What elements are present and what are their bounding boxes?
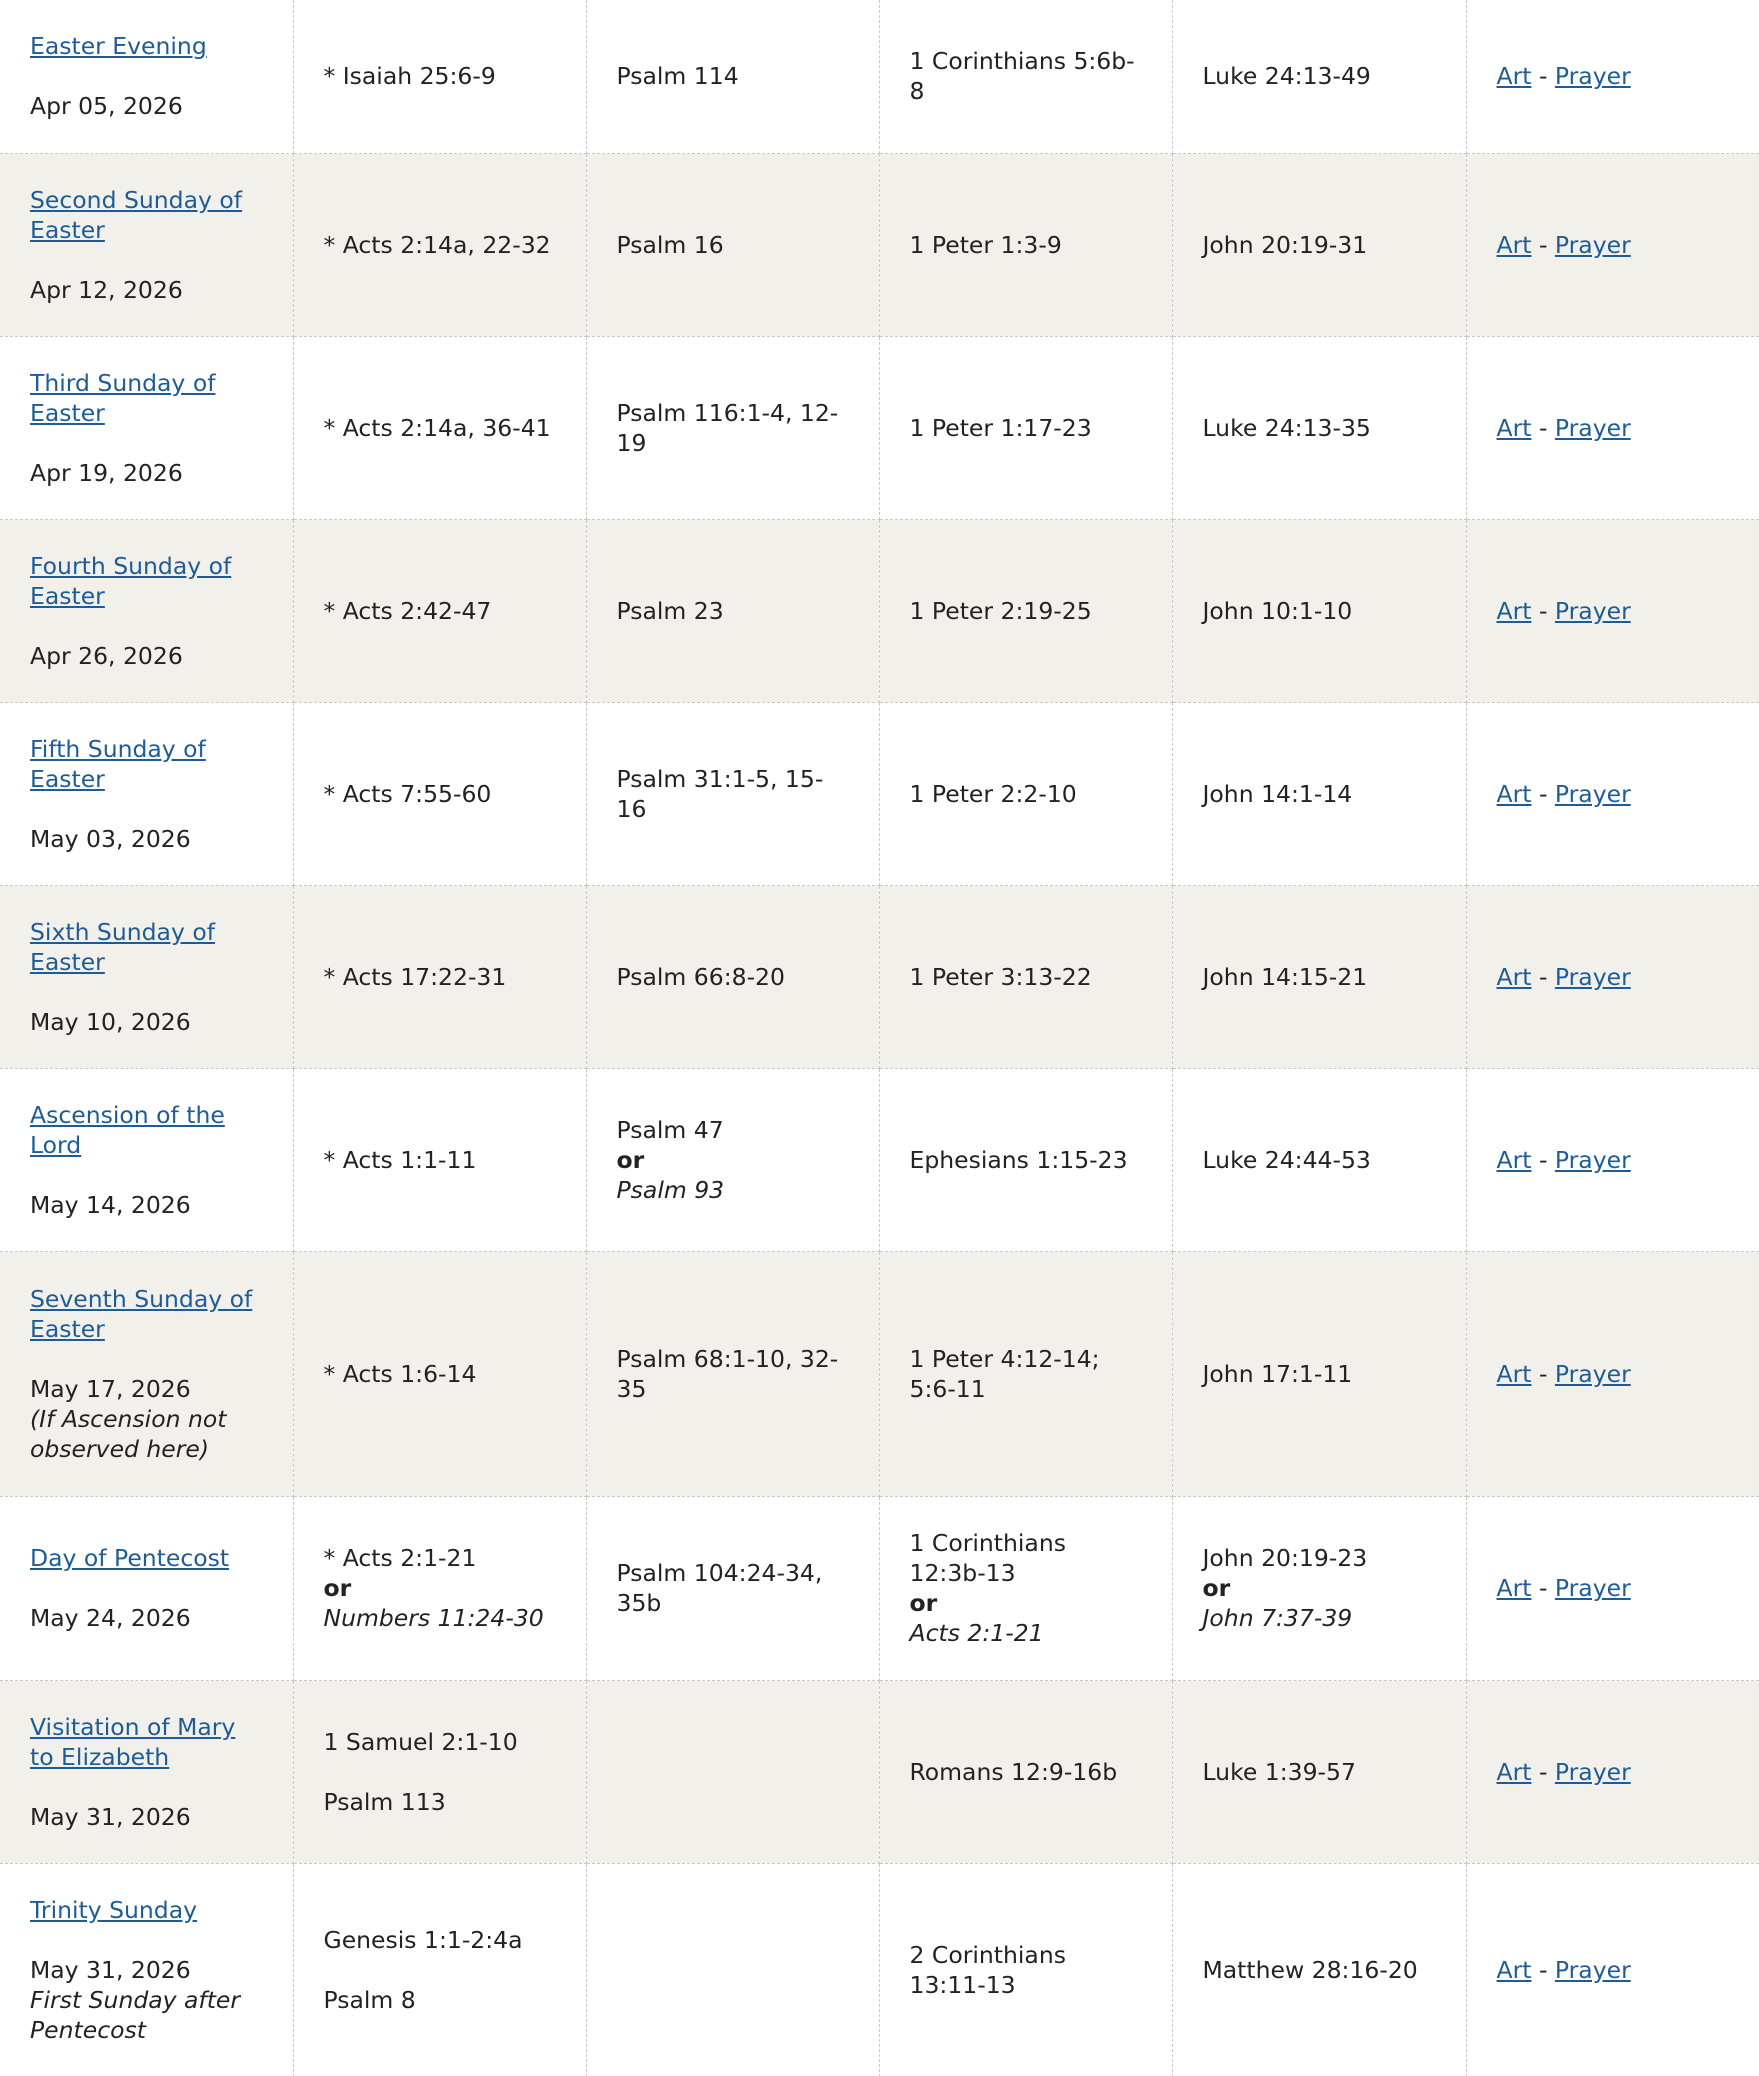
psalm-cell — [586, 1680, 879, 1863]
table-row — [0, 702, 1759, 885]
day-cell — [0, 153, 293, 336]
resources-cell — [1466, 885, 1759, 1068]
gospel-reading: Luke 24:44-53 — [1202, 1145, 1371, 1174]
prayer-link[interactable]: Prayer — [1554, 62, 1631, 91]
second-reading: Romans 12:9-16b — [909, 1757, 1118, 1786]
day-note: (If Ascension not observed here) — [30, 1404, 227, 1463]
gospel-cell — [1172, 0, 1466, 153]
psalm-reading: Psalm 47 — [616, 1115, 724, 1144]
day-date: May 03, 2026 — [30, 824, 191, 853]
table-row — [0, 0, 1759, 153]
second-reading: 1 Peter 2:2-10 — [909, 779, 1077, 808]
psalm-cell — [586, 0, 879, 153]
gospel-cell — [1172, 519, 1466, 702]
day-link[interactable]: Ascension of the Lord — [30, 1100, 225, 1159]
table-row — [0, 336, 1759, 519]
psalm-cell — [586, 153, 879, 336]
psalm-reading: Psalm 23 — [616, 596, 724, 625]
second-reading-cell — [879, 1068, 1172, 1251]
psalm-cell — [586, 336, 879, 519]
day-date: May 17, 2026 — [30, 1374, 191, 1403]
table-row — [0, 1863, 1759, 2076]
link-separator: - — [1538, 230, 1555, 259]
prayer-link[interactable]: Prayer — [1554, 1574, 1631, 1602]
gospel-alt-reading: John 7:37-39 — [1202, 1604, 1353, 1632]
link-separator: - — [1538, 1145, 1555, 1174]
second-reading-cell — [879, 519, 1172, 702]
psalm-reading: Psalm 31:1-5, 15-16 — [616, 764, 824, 823]
art-link[interactable]: Art — [1496, 1574, 1532, 1602]
first-reading: * Acts 7:55-60 — [323, 779, 492, 808]
gospel-reading: John 17:1-11 — [1202, 1359, 1353, 1388]
first-reading: * Acts 2:14a, 22-32 — [323, 230, 551, 259]
first-reading-cell — [293, 336, 586, 519]
psalm-cell — [586, 1496, 879, 1680]
day-cell — [0, 0, 293, 153]
resources-cell — [1466, 1251, 1759, 1496]
or-label: or — [323, 1574, 352, 1602]
day-date: Apr 26, 2026 — [30, 641, 183, 670]
gospel-cell — [1172, 885, 1466, 1068]
first-reading-cell — [293, 1251, 586, 1496]
table-row — [0, 1680, 1759, 1863]
link-separator: - — [1538, 779, 1555, 808]
gospel-reading: Matthew 28:16-20 — [1202, 1955, 1418, 1984]
gospel-reading: John 20:19-23 — [1202, 1544, 1368, 1572]
day-link[interactable]: Fifth Sunday of Easter — [30, 734, 206, 793]
gospel-cell — [1172, 1068, 1466, 1251]
second-reading-cell — [879, 336, 1172, 519]
prayer-link[interactable]: Prayer — [1554, 1757, 1631, 1786]
resources-cell — [1466, 702, 1759, 885]
second-alt-reading: Acts 2:1-21 — [909, 1619, 1044, 1647]
gospel-cell — [1172, 702, 1466, 885]
second-reading: 1 Corinthians 5:6b-8 — [909, 47, 1135, 106]
psalm-reading: Psalm 16 — [616, 230, 724, 259]
gospel-reading: John 14:15-21 — [1202, 962, 1368, 991]
prayer-link[interactable]: Prayer — [1554, 962, 1631, 991]
prayer-link[interactable]: Prayer — [1554, 1359, 1631, 1388]
prayer-link[interactable]: Prayer — [1554, 779, 1631, 808]
second-reading-cell — [879, 1680, 1172, 1863]
or-label: or — [1202, 1574, 1231, 1602]
second-reading: 1 Peter 1:17-23 — [909, 413, 1092, 442]
day-date: Apr 12, 2026 — [30, 275, 183, 304]
second-reading: 1 Corinthians 12:3b-13 — [909, 1529, 1066, 1587]
first-reading: * Acts 1:1-11 — [323, 1145, 477, 1174]
second-reading: 1 Peter 2:19-25 — [909, 596, 1092, 625]
day-link[interactable]: Third Sunday of Easter — [30, 368, 216, 427]
second-reading: 1 Peter 3:13-22 — [909, 962, 1092, 991]
or-label: or — [909, 1589, 938, 1617]
gospel-reading: John 20:19-31 — [1202, 230, 1368, 259]
psalm-cell — [586, 1863, 879, 2076]
art-link[interactable]: Art — [1496, 230, 1532, 259]
gospel-reading: Luke 1:39-57 — [1202, 1757, 1356, 1786]
psalm-reading: Psalm 66:8-20 — [616, 962, 785, 991]
first-reading: * Isaiah 25:6-9 — [323, 62, 496, 91]
second-reading-cell — [879, 1863, 1172, 2076]
psalm-cell — [586, 1251, 879, 1496]
day-cell — [0, 885, 293, 1068]
prayer-link[interactable]: Prayer — [1554, 230, 1631, 259]
day-cell — [0, 336, 293, 519]
second-reading: 1 Peter 1:3-9 — [909, 230, 1062, 259]
resources-cell — [1466, 336, 1759, 519]
psalm-reading: Psalm 104:24-34, 35b — [616, 1559, 823, 1617]
art-link[interactable]: Art — [1496, 62, 1532, 91]
first-reading: 1 Samuel 2:1-10 — [323, 1727, 518, 1756]
resources-cell — [1466, 519, 1759, 702]
gospel-cell — [1172, 336, 1466, 519]
resources-cell — [1466, 1068, 1759, 1251]
gospel-cell — [1172, 1863, 1466, 2076]
first-reading-cell — [293, 885, 586, 1068]
art-link[interactable]: Art — [1496, 1359, 1532, 1388]
art-link[interactable]: Art — [1496, 779, 1532, 808]
resources-cell — [1466, 1680, 1759, 1863]
day-link[interactable]: Sixth Sunday of Easter — [30, 917, 215, 976]
link-separator: - — [1538, 1359, 1555, 1388]
table-row — [0, 1496, 1759, 1680]
gospel-cell — [1172, 153, 1466, 336]
first-reading: * Acts 2:14a, 36-41 — [323, 413, 551, 442]
prayer-link[interactable]: Prayer — [1554, 413, 1631, 442]
day-cell — [0, 1496, 293, 1680]
day-date: Apr 05, 2026 — [30, 92, 183, 121]
psalm-reading: Psalm 68:1-10, 32-35 — [616, 1344, 839, 1403]
art-link[interactable]: Art — [1496, 962, 1532, 991]
link-separator: - — [1538, 596, 1555, 625]
gospel-cell — [1172, 1251, 1466, 1496]
first-reading: * Acts 1:6-14 — [323, 1359, 477, 1388]
first-alt-reading: Numbers 11:24-30 — [323, 1604, 544, 1632]
second-reading-cell — [879, 1251, 1172, 1496]
day-cell — [0, 1251, 293, 1496]
first-psalm-reading: Psalm 113 — [323, 1787, 446, 1816]
prayer-link[interactable]: Prayer — [1554, 1145, 1631, 1174]
link-separator: - — [1538, 962, 1555, 991]
day-link[interactable]: Second Sunday of Easter — [30, 185, 243, 244]
gospel-reading: John 10:1-10 — [1202, 596, 1353, 625]
prayer-link[interactable]: Prayer — [1554, 596, 1631, 625]
second-reading-cell — [879, 153, 1172, 336]
day-note: First Sunday after Pentecost — [30, 1985, 241, 2044]
second-reading-cell — [879, 0, 1172, 153]
day-cell — [0, 1680, 293, 1863]
first-reading-cell — [293, 1680, 586, 1863]
psalm-cell — [586, 519, 879, 702]
day-link[interactable]: Day of Pentecost — [30, 1544, 230, 1572]
day-date: Apr 19, 2026 — [30, 458, 183, 487]
psalm-alt-reading: Psalm 93 — [616, 1175, 725, 1204]
gospel-cell — [1172, 1680, 1466, 1863]
day-date: May 24, 2026 — [30, 1604, 191, 1632]
first-reading-cell — [293, 519, 586, 702]
day-link[interactable]: Seventh Sunday of Easter — [30, 1284, 253, 1343]
art-link[interactable]: Art — [1496, 1757, 1532, 1786]
psalm-reading: Psalm 116:1-4, 12-19 — [616, 398, 839, 457]
resources-cell — [1466, 153, 1759, 336]
resources-cell — [1466, 0, 1759, 153]
first-reading: * Acts 17:22-31 — [323, 962, 507, 991]
gospel-reading: Luke 24:13-49 — [1202, 62, 1371, 91]
first-reading-cell — [293, 1496, 586, 1680]
day-link[interactable]: Easter Evening — [30, 32, 207, 61]
day-date: May 10, 2026 — [30, 1007, 191, 1036]
link-separator: - — [1538, 1955, 1555, 1984]
prayer-link[interactable]: Prayer — [1554, 1955, 1631, 1984]
resources-cell — [1466, 1496, 1759, 1680]
psalm-cell — [586, 1068, 879, 1251]
or-label: or — [616, 1145, 645, 1174]
link-separator: - — [1538, 413, 1555, 442]
second-reading: Ephesians 1:15-23 — [909, 1145, 1128, 1174]
table-row — [0, 153, 1759, 336]
first-reading: * Acts 2:1-21 — [323, 1544, 477, 1572]
day-link[interactable]: Trinity Sunday — [30, 1895, 198, 1924]
table-row — [0, 519, 1759, 702]
gospel-reading: Luke 24:13-35 — [1202, 413, 1371, 442]
day-date: May 14, 2026 — [30, 1190, 191, 1219]
table-row — [0, 885, 1759, 1068]
art-link[interactable]: Art — [1496, 1145, 1532, 1174]
art-link[interactable]: Art — [1496, 1955, 1532, 1984]
second-reading-cell — [879, 885, 1172, 1068]
day-cell — [0, 702, 293, 885]
day-link[interactable]: Visitation of Mary to Elizabeth — [30, 1712, 236, 1771]
gospel-cell — [1172, 1496, 1466, 1680]
gospel-reading: John 14:1-14 — [1202, 779, 1353, 808]
table-row — [0, 1251, 1759, 1496]
day-cell — [0, 1068, 293, 1251]
day-link[interactable]: Fourth Sunday of Easter — [30, 551, 232, 610]
day-date: May 31, 2026 — [30, 1802, 191, 1831]
link-separator: - — [1538, 62, 1555, 91]
first-reading-cell — [293, 0, 586, 153]
psalm-cell — [586, 702, 879, 885]
first-reading-cell — [293, 702, 586, 885]
second-reading: 1 Peter 4:12-14; 5:6-11 — [909, 1344, 1100, 1403]
second-reading: 2 Corinthians 13:11-13 — [909, 1940, 1066, 1999]
first-reading-cell — [293, 1863, 586, 2076]
day-date: May 31, 2026 — [30, 1955, 191, 1984]
day-cell — [0, 1863, 293, 2076]
first-reading: * Acts 2:42-47 — [323, 596, 492, 625]
art-link[interactable]: Art — [1496, 413, 1532, 442]
art-link[interactable]: Art — [1496, 596, 1532, 625]
resources-cell — [1466, 1863, 1759, 2076]
day-cell — [0, 519, 293, 702]
psalm-cell — [586, 885, 879, 1068]
table-row — [0, 1068, 1759, 1251]
link-separator: - — [1538, 1757, 1555, 1786]
first-reading-cell — [293, 1068, 586, 1251]
first-reading-cell — [293, 153, 586, 336]
second-reading-cell — [879, 1496, 1172, 1680]
link-separator: - — [1538, 1574, 1555, 1602]
psalm-reading: Psalm 114 — [616, 62, 739, 91]
first-reading: Genesis 1:1-2:4a — [323, 1925, 523, 1954]
first-psalm-reading: Psalm 8 — [323, 1985, 416, 2014]
second-reading-cell — [879, 702, 1172, 885]
